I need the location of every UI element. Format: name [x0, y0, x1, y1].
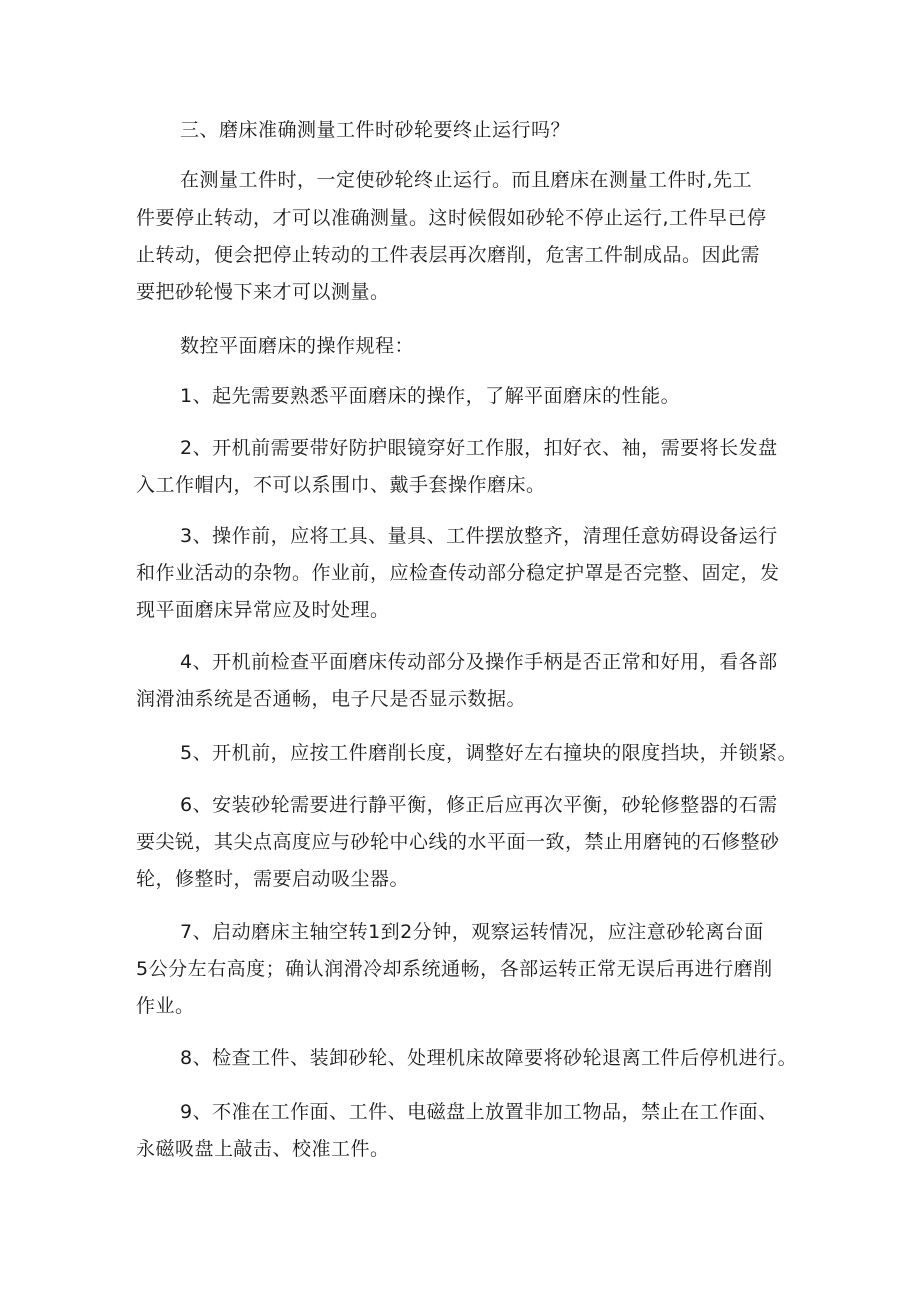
rule-line: 永磁吸盘上敲击、校准工件。 [136, 1138, 390, 1160]
rule-line: 1、起先需要熟悉平面磨床的操作，了解平面磨床的性能。 [180, 385, 681, 407]
rule-line: 入工作帽内，不可以系围巾、戴手套操作磨床。 [136, 474, 546, 496]
rule-line: 7、启动磨床主轴空转1到2分钟，观察运转情况，应注意砂轮离台面 [180, 921, 764, 943]
rule-line: 要尖锐，其尖点高度应与砂轮中心线的水平面一致，禁止用磨钝的石修整砂 [136, 831, 780, 853]
answer-line: 止转动，便会把停止转动的工件表层再次磨削，危害工件制成品。因此需 [136, 244, 761, 266]
rule-line: 润滑油系统是否通畅，电子尺是否显示数据。 [136, 688, 527, 710]
rule-line: 2、开机前需要带好防护眼镜穿好工作服，扣好衣、袖，需要将长发盘 [180, 437, 778, 459]
rule-line: 8、检查工件、装卸砂轮、处理机床故障要将砂轮退离工件后停机进行。 [180, 1047, 798, 1069]
rule-line: 3、操作前，应将工具、量具、工件摆放整齐，清理任意妨碍设备运行 [180, 525, 778, 547]
answer-line: 要把砂轮慢下来才可以测量。 [136, 281, 390, 303]
rule-line: 5、开机前，应按工件磨削长度，调整好左右撞块的限度挡块，并锁紧。 [180, 742, 798, 764]
rule-line: 5公分左右高度；确认润滑冷却系统通畅，各部运转正常无误后再进行磨削 [136, 958, 773, 980]
rule-line: 作业。 [136, 995, 195, 1017]
rule-line: 轮，修整时，需要启动吸尘器。 [136, 868, 410, 890]
rule-line: 9、不准在工作面、工件、电磁盘上放置非加工物品，禁止在工作面、 [180, 1101, 778, 1123]
rule-line: 6、安装砂轮需要进行静平衡，修正后应再次平衡，砂轮修整器的石需 [180, 794, 778, 816]
rule-line: 和作业活动的杂物。作业前，应检查传动部分稳定护罩是否完整、固定，发 [136, 562, 780, 584]
section-heading: 三、磨床准确测量工件时砂轮要终止运行吗？ [180, 119, 571, 141]
rule-line: 4、开机前检查平面磨床传动部分及操作手柄是否正常和好用，看各部 [180, 651, 778, 673]
procedure-subheading: 数控平面磨床的操作规程： [180, 335, 415, 357]
answer-line: 件要停止转动，才可以准确测量。这时候假如砂轮不停止运行,工件早已停 [136, 207, 767, 229]
answer-line: 在测量工件时，一定使砂轮终止运行。而且磨床在测量工件时,先工 [180, 169, 753, 191]
rule-line: 现平面磨床异常应及时处理。 [136, 599, 390, 621]
